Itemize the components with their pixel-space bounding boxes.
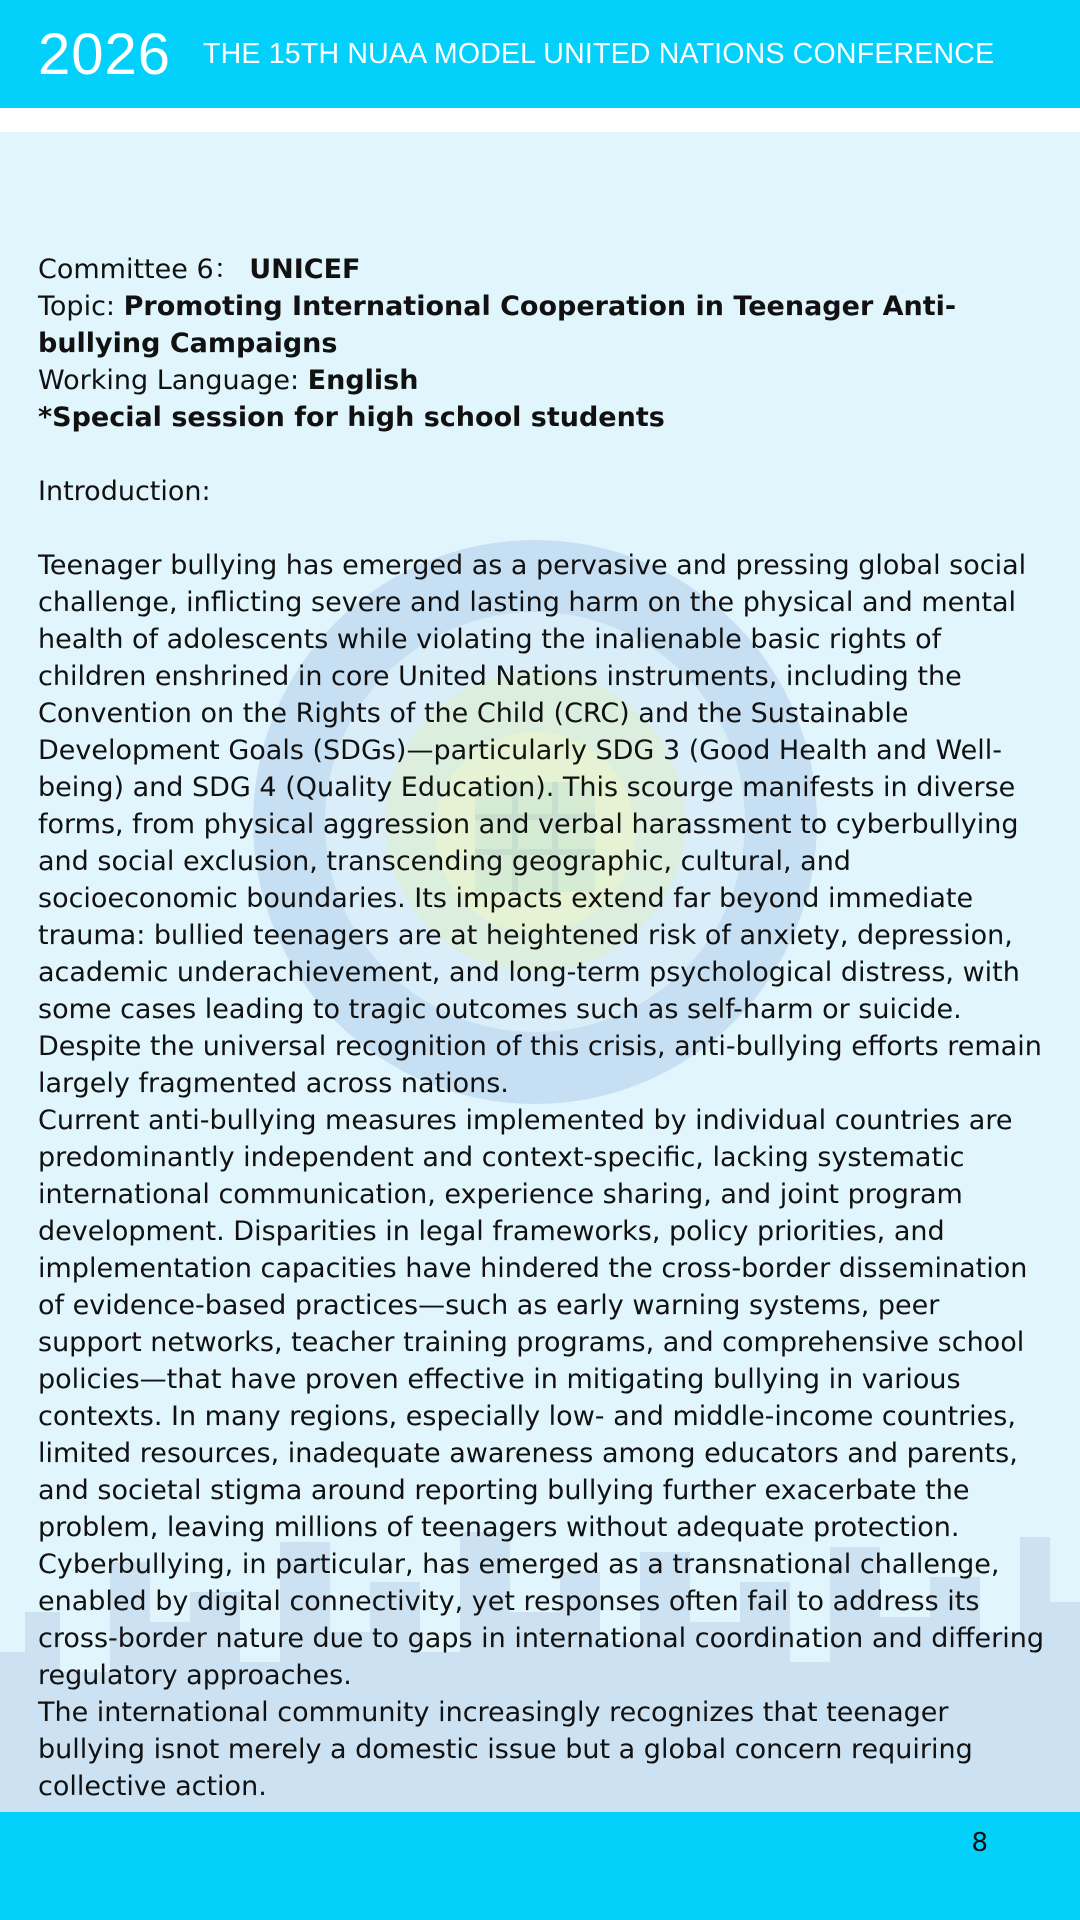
- language-line: [38, 362, 1048, 399]
- special-session-note: *Special session for high school students: [38, 402, 665, 433]
- paragraph: The international community increasingly recognizes that teenager bullying isnot merely a domestic issue but a global concern requiring collective action.: [38, 1697, 973, 1802]
- header-bar: [0, 0, 1080, 108]
- topic-title: Promoting International Cooperation in Teenager Anti-bullying Campaigns: [38, 291, 957, 359]
- introduction-heading: Introduction:: [38, 476, 211, 507]
- topic-label: Topic:: [38, 291, 116, 322]
- header-divider: [0, 108, 1080, 132]
- topic-line: [38, 288, 1048, 362]
- paragraph: Teenager bullying has emerged as a pervasive and pressing global social challenge, inflicting severe and lasting harm on the physical and mental health of adolescents while violating the inalienable basic rights of children enshrined in core United Nations instruments, including the Convention on the Rights of the Child (CRC) and the Sustainable Development Goals (SDGs)—particularly SDG 3 (Good Health and Well-being) and SDG 4 (Quality Education). This scourge manifests in diverse forms, from physical aggression and verbal harassment to cyberbullying and social exclusion, transcending geographic, cultural, and socioeconomic boundaries. Its impacts extend far beyond immediate trauma: bullied teenagers are at heightened risk of anxiety, depression, academic underachievement, and long-term psychological distress, with some cases leading to tragic outcomes such as self-harm or suicide. Despite the universal recognition of this crisis, anti-bullying efforts remain largely fragmented across nations.: [38, 550, 1042, 1099]
- paragraph: Current anti-bullying measures implemented by individual countries are predominantly independent and context-specific, lacking systematic international communication, experience sharing, and joint program development. Disparities in legal frameworks, policy priorities, and implementation capacities have hindered the cross-border dissemination of evidence-based practices—such as early warning systems, peer support networks, teacher training programs, and comprehensive school policies—that have proven effective in mitigating bullying in various contexts. In many regions, especially low- and middle-income countries, limited resources, inadequate awareness among educators and parents, and societal stigma around reporting bullying further exacerbate the problem, leaving millions of teenagers without adequate protection. Cyberbullying, in particular, has emerged as a transnational challenge, enabled by digital connectivity, yet responses often fail to address its cross-border nature due to gaps in international coordination and differing regulatory approaches.: [38, 1105, 1044, 1691]
- conference-year: 2026: [38, 21, 172, 87]
- committee-line: [38, 251, 1048, 288]
- committee-name: UNICEF: [249, 254, 361, 285]
- language-label: Working Language:: [38, 365, 300, 396]
- footer-bar: [0, 1812, 1080, 1920]
- conference-title: THE 15TH NUAA MODEL UNITED NATIONS CONFERENCE: [203, 37, 995, 70]
- page-number: 8: [971, 1828, 988, 1858]
- committee-label: Committee 6：: [38, 254, 241, 285]
- document-body: [38, 251, 1048, 1805]
- language-value: English: [307, 365, 419, 396]
